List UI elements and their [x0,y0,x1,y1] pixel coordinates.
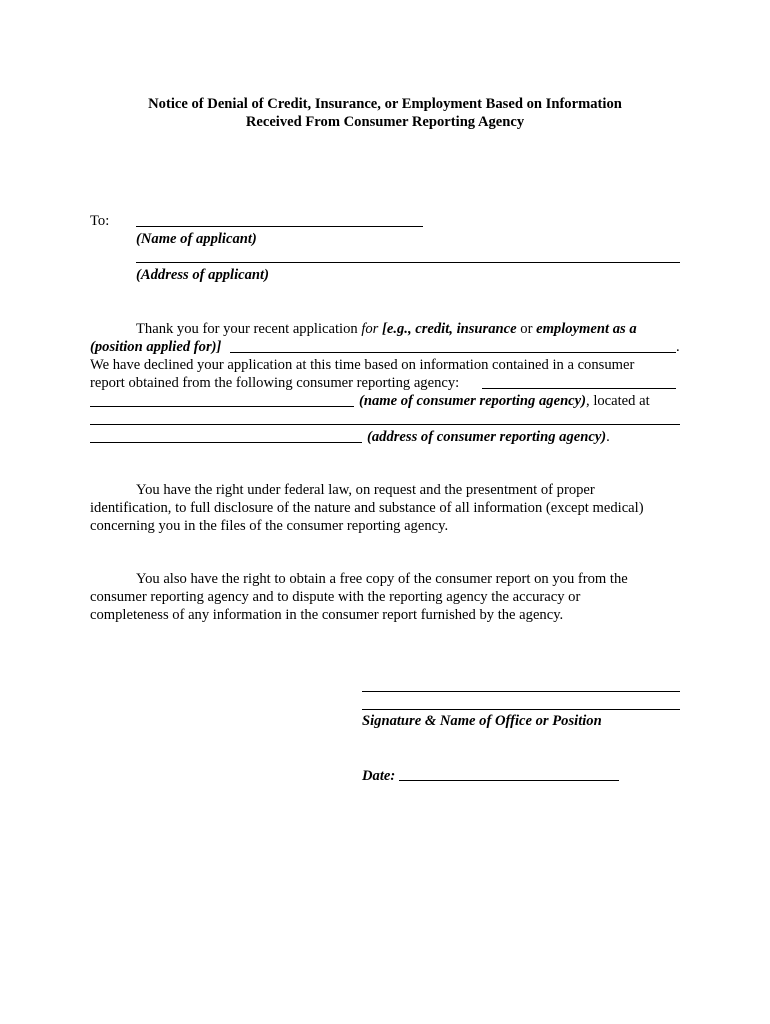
paragraph1-line3: We have declined your application at this time based on information contained in a consumer [90,357,635,373]
applicant-name-line[interactable] [136,226,423,227]
agency-address-caption: (address of consumer reporting agency) [367,429,607,445]
agency-name-line-2[interactable] [90,406,354,407]
date-label: Date: [362,768,396,784]
located-at-text: , located at [586,393,650,409]
agency-address-line-1[interactable] [90,424,680,425]
office-position-line[interactable] [362,709,680,710]
signature-line[interactable] [362,691,680,692]
paragraph2-line3: concerning you in the files of the consumer reporting agency. [90,518,449,534]
to-label: To: [90,213,110,229]
example-text: [e.g., credit, insurance [382,321,517,337]
position-applied-text: (position applied for)] [90,339,222,355]
paragraph2-line2: identification, to full disclosure of the nature and substance of all information (except medical) [90,500,644,516]
paragraph1-line1 [136,320,637,338]
applicant-name-caption: (Name of applicant) [136,231,257,247]
paragraph3-line2: consumer reporting agency and to dispute with the reporting agency the accuracy or [90,589,581,605]
agency-address-row [367,428,610,446]
applicant-address-line[interactable] [136,262,680,263]
agency-name-line-1[interactable] [482,388,676,389]
agency-address-line-2[interactable] [90,442,362,443]
position-line[interactable] [230,352,676,353]
thank-you-text: Thank you for your recent application [136,321,358,337]
paragraph3-line1: You also have the right to obtain a free copy of the consumer report on you from the [136,571,628,587]
paragraph2-line1: You have the right under federal law, on request and the presentment of proper [136,482,595,498]
paragraph3-line3: completeness of any information in the consumer report furnished by the agency. [90,607,564,623]
paragraph1-line4: report obtained from the following consumer reporting agency: [90,375,460,391]
position-period: . [676,339,680,355]
applicant-address-caption: (Address of applicant) [136,267,269,283]
document-title-line2: Received From Consumer Reporting Agency [245,114,525,130]
agency-name-row [359,392,650,410]
employment-text: employment as a [536,321,637,337]
signature-caption: Signature & Name of Office or Position [362,713,602,729]
document-title-line1: Notice of Denial of Credit, Insurance, or Employment Based on Information [148,96,622,112]
for-word: for [361,321,379,337]
or-word: or [520,321,533,337]
agency-address-period: . [606,429,610,445]
agency-name-caption: (name of consumer reporting agency) [359,393,587,409]
date-line[interactable] [399,780,619,781]
